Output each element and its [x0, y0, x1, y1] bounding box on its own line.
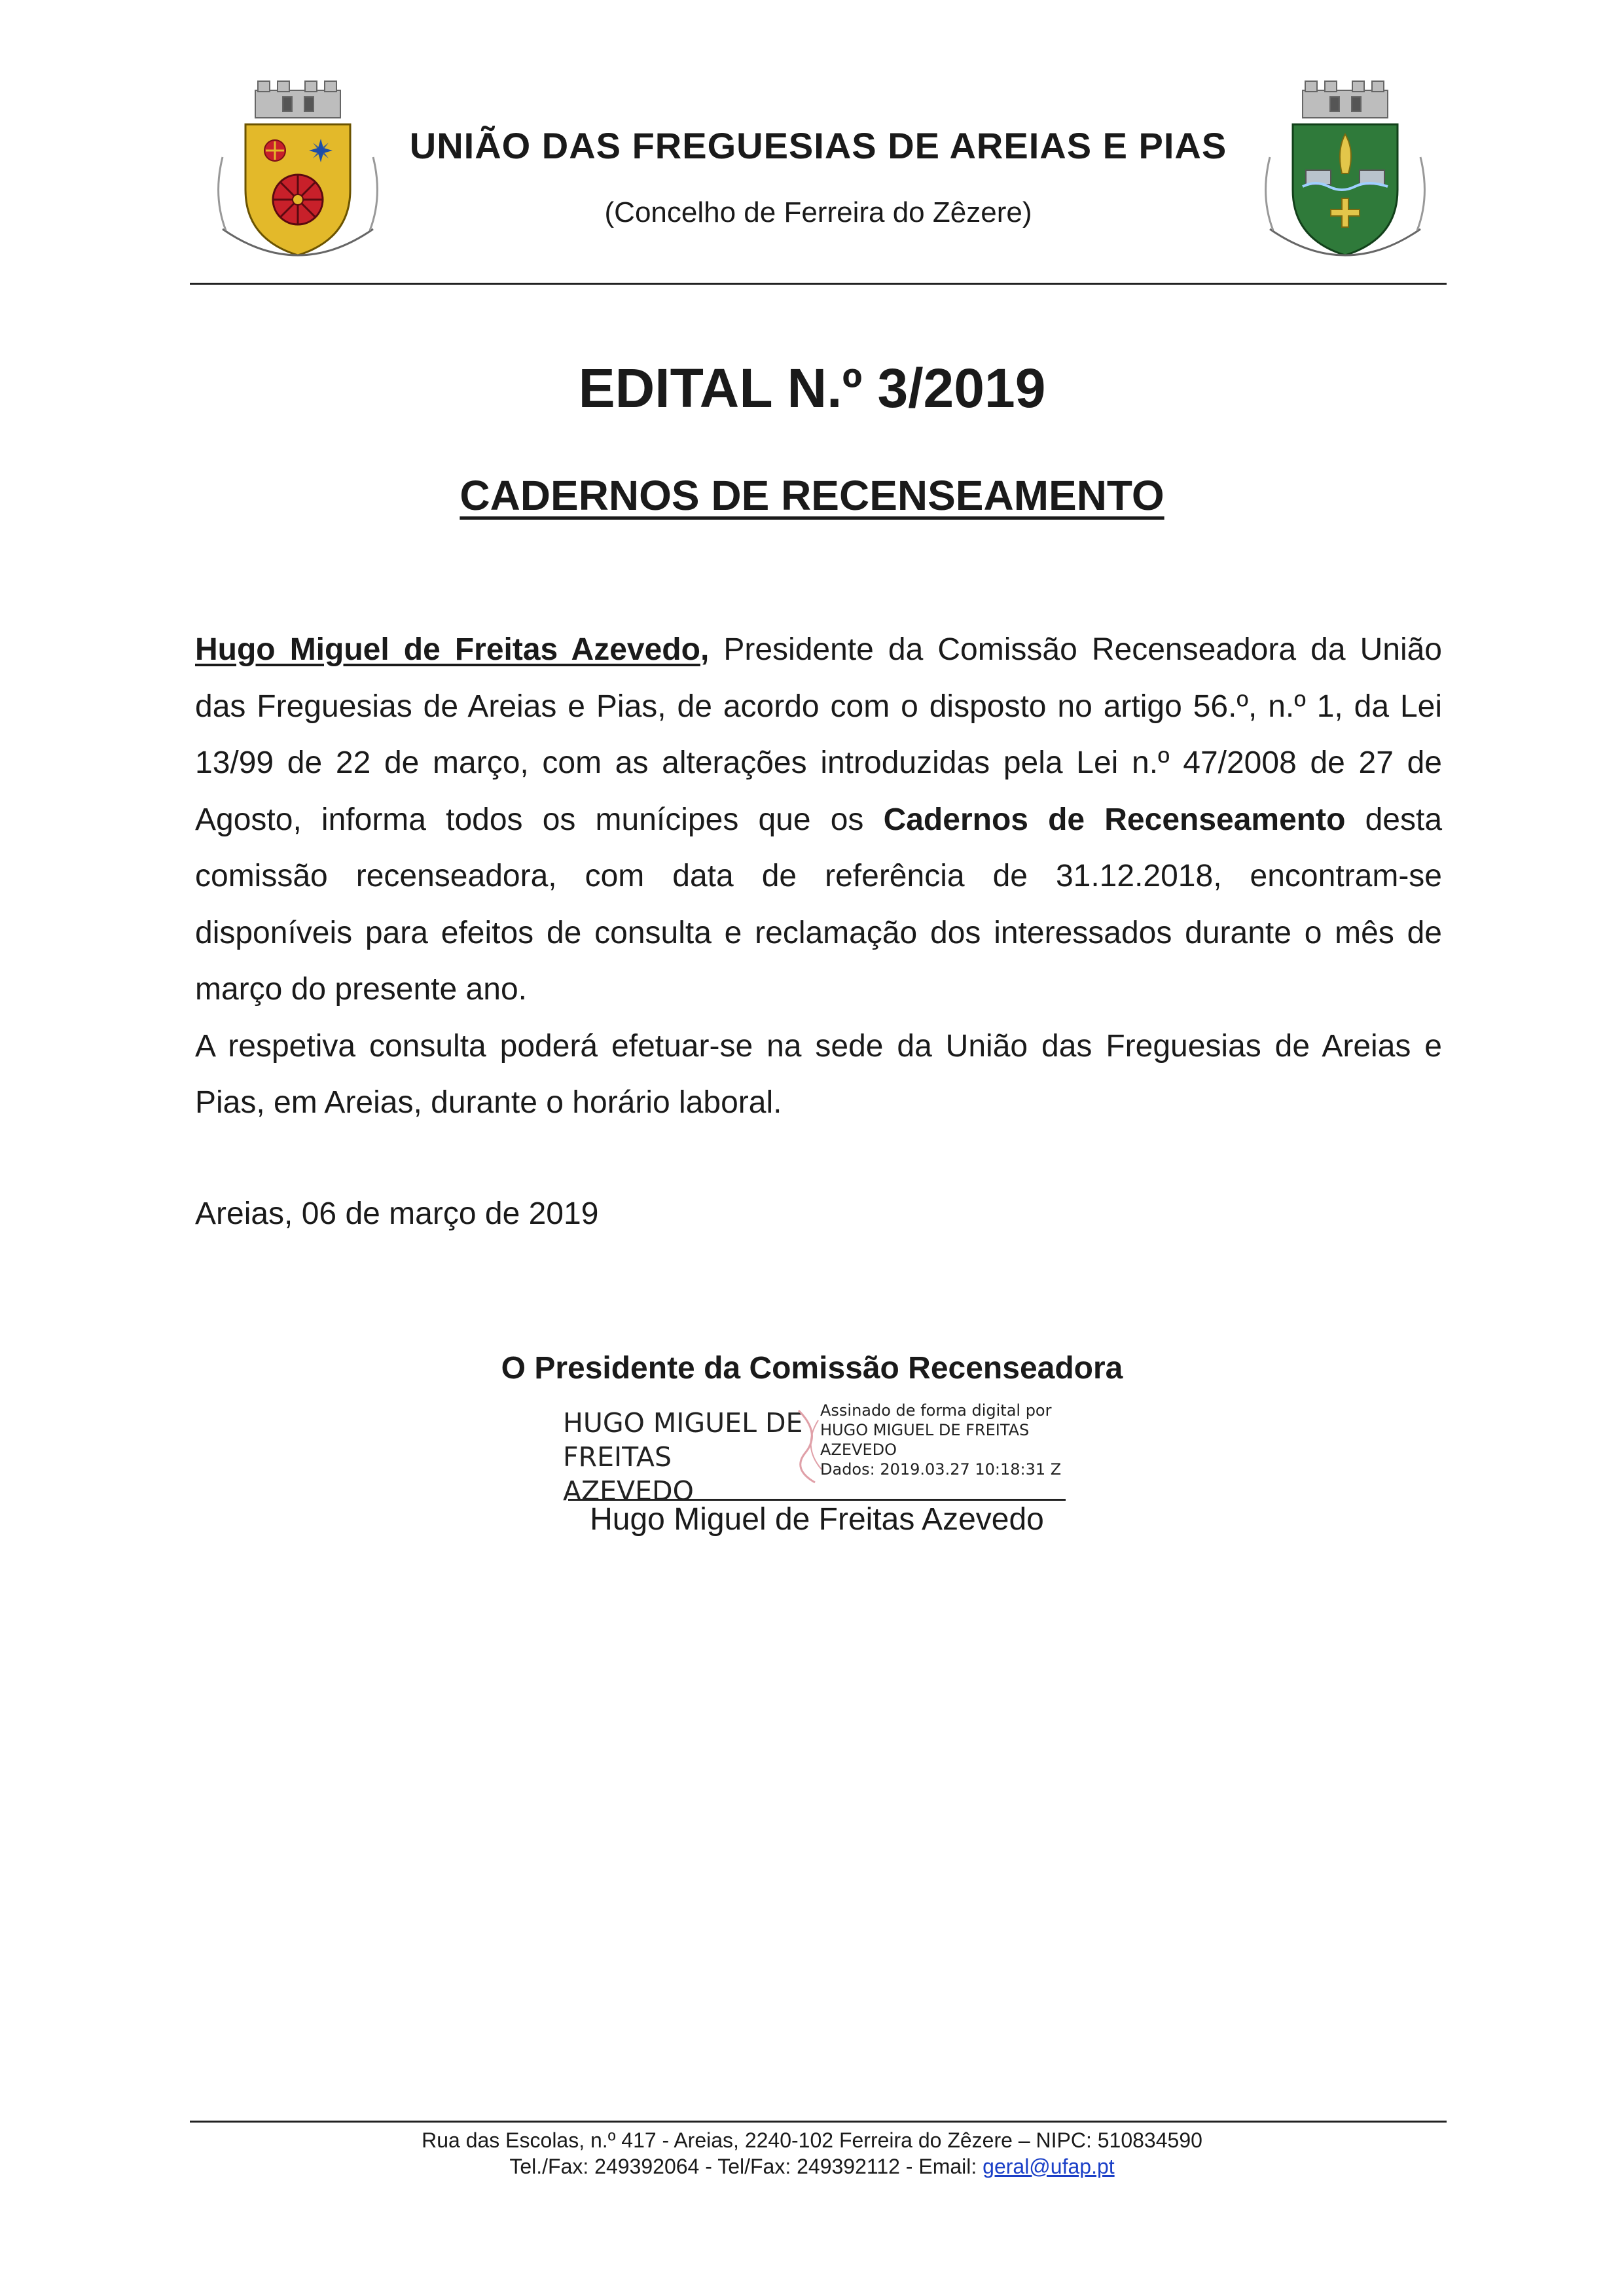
signature-detail-2: HUGO MIGUEL DE FREITAS [820, 1421, 1030, 1439]
digital-name-line-1: HUGO MIGUEL DE [563, 1407, 803, 1439]
subject-heading [0, 471, 1624, 520]
signatory-title: O Presidente da Comissão Recenseadora [501, 1351, 1123, 1386]
signature-timestamp: Dados: 2019.03.27 10:18:31 Z [820, 1460, 1062, 1479]
paragraph-1-text-b: desta comissão recenseadora, com data de referência de 31.12.2018, encontram-se disponíveis para efeitos de consulta e reclamação dos interessados durante o mês de março do presente ano. [195, 802, 1443, 1007]
digital-signature-name [563, 1406, 805, 1508]
footer-address: Rua das Escolas, n.º 417 - Areias, 2240-102 Ferreira do Zêzere – NIPC: 510834590 [422, 2128, 1202, 2152]
signature-detail-3: AZEVEDO [820, 1441, 897, 1459]
digital-name-line-2: FREITAS AZEVEDO [563, 1441, 694, 1507]
edital-body [195, 622, 1442, 1132]
areias-coat-of-arms [209, 79, 386, 275]
signatory-printed-name: Hugo Miguel de Freitas Azevedo [590, 1502, 1044, 1537]
header-divider [190, 283, 1447, 285]
parish-union-title: UNIÃO DAS FREGUESIAS DE AREIAS E PIAS [409, 125, 1227, 166]
footer-divider [190, 2121, 1447, 2123]
municipality-subtitle: (Concelho de Ferreira do Zêzere) [604, 196, 1032, 228]
paragraph-1-text-a: Presidente da Comissão Recenseadora da União das Freguesias de Areias e Pias, de acordo com o disposto no artigo 56.º, n.º 1, da Lei 13/99 de 22 de março, com as alterações introduzidas pela Lei n.º 47/2008 de 27 de Agosto, informa todos os munícipes que os [195, 632, 1442, 837]
signature-line [568, 1499, 1066, 1501]
email-link[interactable]: geral@ufap.pt [983, 2155, 1115, 2178]
footer-contacts [0, 2155, 1624, 2179]
edital-heading: EDITAL N.º 3/2019 [578, 357, 1046, 419]
signature-detail-1: Assinado de forma digital por [820, 1401, 1052, 1420]
footer-phone-fax: Tel./Fax: 249392064 - Tel/Fax: 249392112 - Email: [509, 2155, 983, 2178]
subject-heading-text: CADERNOS DE RECENSEAMENTO [460, 472, 1164, 519]
digital-signature-block [563, 1401, 1074, 1507]
place-and-date: Areias, 06 de março de 2019 [195, 1196, 599, 1231]
body-paragraph-2: A respetiva consulta poderá efetuar-se na sede da União das Freguesias de Areias e Pias, em Areias, durante o horário laboral. [195, 1028, 1442, 1120]
name-comma: , [700, 632, 710, 667]
body-paragraph-1 [195, 622, 1442, 1018]
digital-signature-details [820, 1401, 1075, 1479]
pias-coat-of-arms [1257, 79, 1434, 275]
cadernos-emphasis: Cadernos de Recenseamento [883, 802, 1346, 837]
president-name: Hugo Miguel de Freitas Azevedo [195, 632, 700, 667]
